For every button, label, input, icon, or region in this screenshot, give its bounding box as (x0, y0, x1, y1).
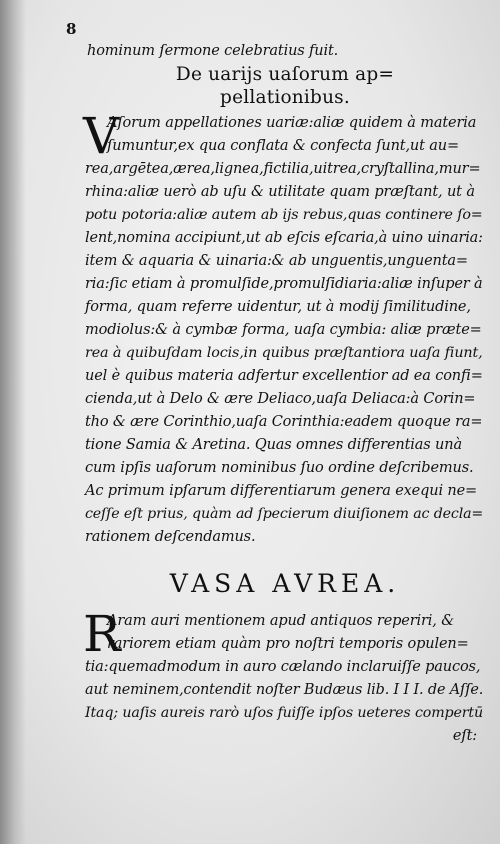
intro-line: hominum ſermone celebratius fuit. (87, 43, 339, 59)
paragraph-line: forma, quam referre uidentur, ut à modij ſimilitudine, (85, 299, 471, 315)
page-number: 8 (66, 20, 77, 38)
section2-drop-cap: R (83, 605, 121, 663)
paragraph-line: aut neminem,contendit noſter Budæus lib. I I I. de Aſſe. (85, 682, 484, 698)
paragraph-line: Itaq; uaſis aureis rarò uſos fuiſſe ipſos ueteres compertū (85, 705, 484, 721)
paragraph-line: rhina:aliæ uerò ab uſu & utilitate quam præſtant, ut à (85, 184, 475, 200)
paragraph-line: ſumuntur,ex qua conflata & confecta ſunt,ut au= (107, 138, 459, 154)
paragraph-line: uel è quibus materia adfertur excellentior ad ea confi= (85, 368, 483, 384)
paragraph-line: tho & ære Corinthio,uaſa Corinthia:eadem quoque ra= (85, 414, 483, 430)
paragraph-line: tia:quemadmodum in auro cælando inclaruiſſe paucos, (85, 659, 481, 675)
page-text (85, 40, 485, 748)
section1-heading-line: pellationibus. (220, 87, 350, 108)
paragraph-line: item & aquaria & uinaria:& ab unguentis,unguenta= (85, 253, 468, 269)
section1-heading-line: De uarijs uaſorum ap= (175, 64, 395, 85)
paragraph-line: rariorem etiam quàm pro noſtri temporis opulen= (107, 636, 469, 652)
section2-paragraph (83, 605, 485, 748)
book-binding-shadow (0, 0, 26, 844)
paragraph-line: potu potoria:aliæ autem ab ijs rebus,quas continere ſo= (85, 207, 483, 223)
paragraph-line: rationem deſcendamus. (85, 529, 256, 545)
paragraph-line: eſt: (452, 728, 477, 744)
paragraph-line: modiolus:& à cymbæ forma, uaſa cymbia: aliæ præte= (85, 322, 482, 338)
paragraph-line: lent,nomina accipiunt,ut ab eſcis eſcaria,à uino uinaria: (85, 230, 483, 246)
paragraph-line: ria:ſic etiam à promulſide,promulſidiaria:aliæ inſuper à (85, 276, 483, 292)
paragraph-line: rea à quibuſdam locis,in quibus præſtantiora uaſa fiunt, (85, 345, 483, 361)
paragraph-line: ceſſe eſt prius, quàm ad ſpecierum diuiſionem ac decla= (85, 506, 484, 522)
paragraph-line: rea,argētea,ærea,lignea,fictilia,uitrea,cryſtallina,mur= (85, 161, 481, 177)
paragraph-line: tione Samia & Aretina. Quas omnes differentias unà (85, 437, 462, 453)
section1-drop-cap: V (83, 107, 120, 165)
paragraph-line: cienda,ut à Delo & ære Deliaco,uaſa Deliaca:à Corin= (85, 391, 476, 407)
paragraph-line: Aram auri mentionem apud antiquos reperiri, & (107, 613, 454, 629)
paragraph-line: Aſorum appellationes uariæ:aliæ quidem à materia (107, 115, 477, 131)
paragraph-line: Ac primum ipſarum differentiarum genera exequi ne= (85, 483, 478, 499)
section1-heading (85, 63, 485, 109)
section1-paragraph (83, 107, 485, 549)
section2-heading: VASA AVREA. (169, 569, 401, 598)
paragraph-line: cum ipſis uaſorum nominibus ſuo ordine deſcribemus. (85, 460, 474, 476)
